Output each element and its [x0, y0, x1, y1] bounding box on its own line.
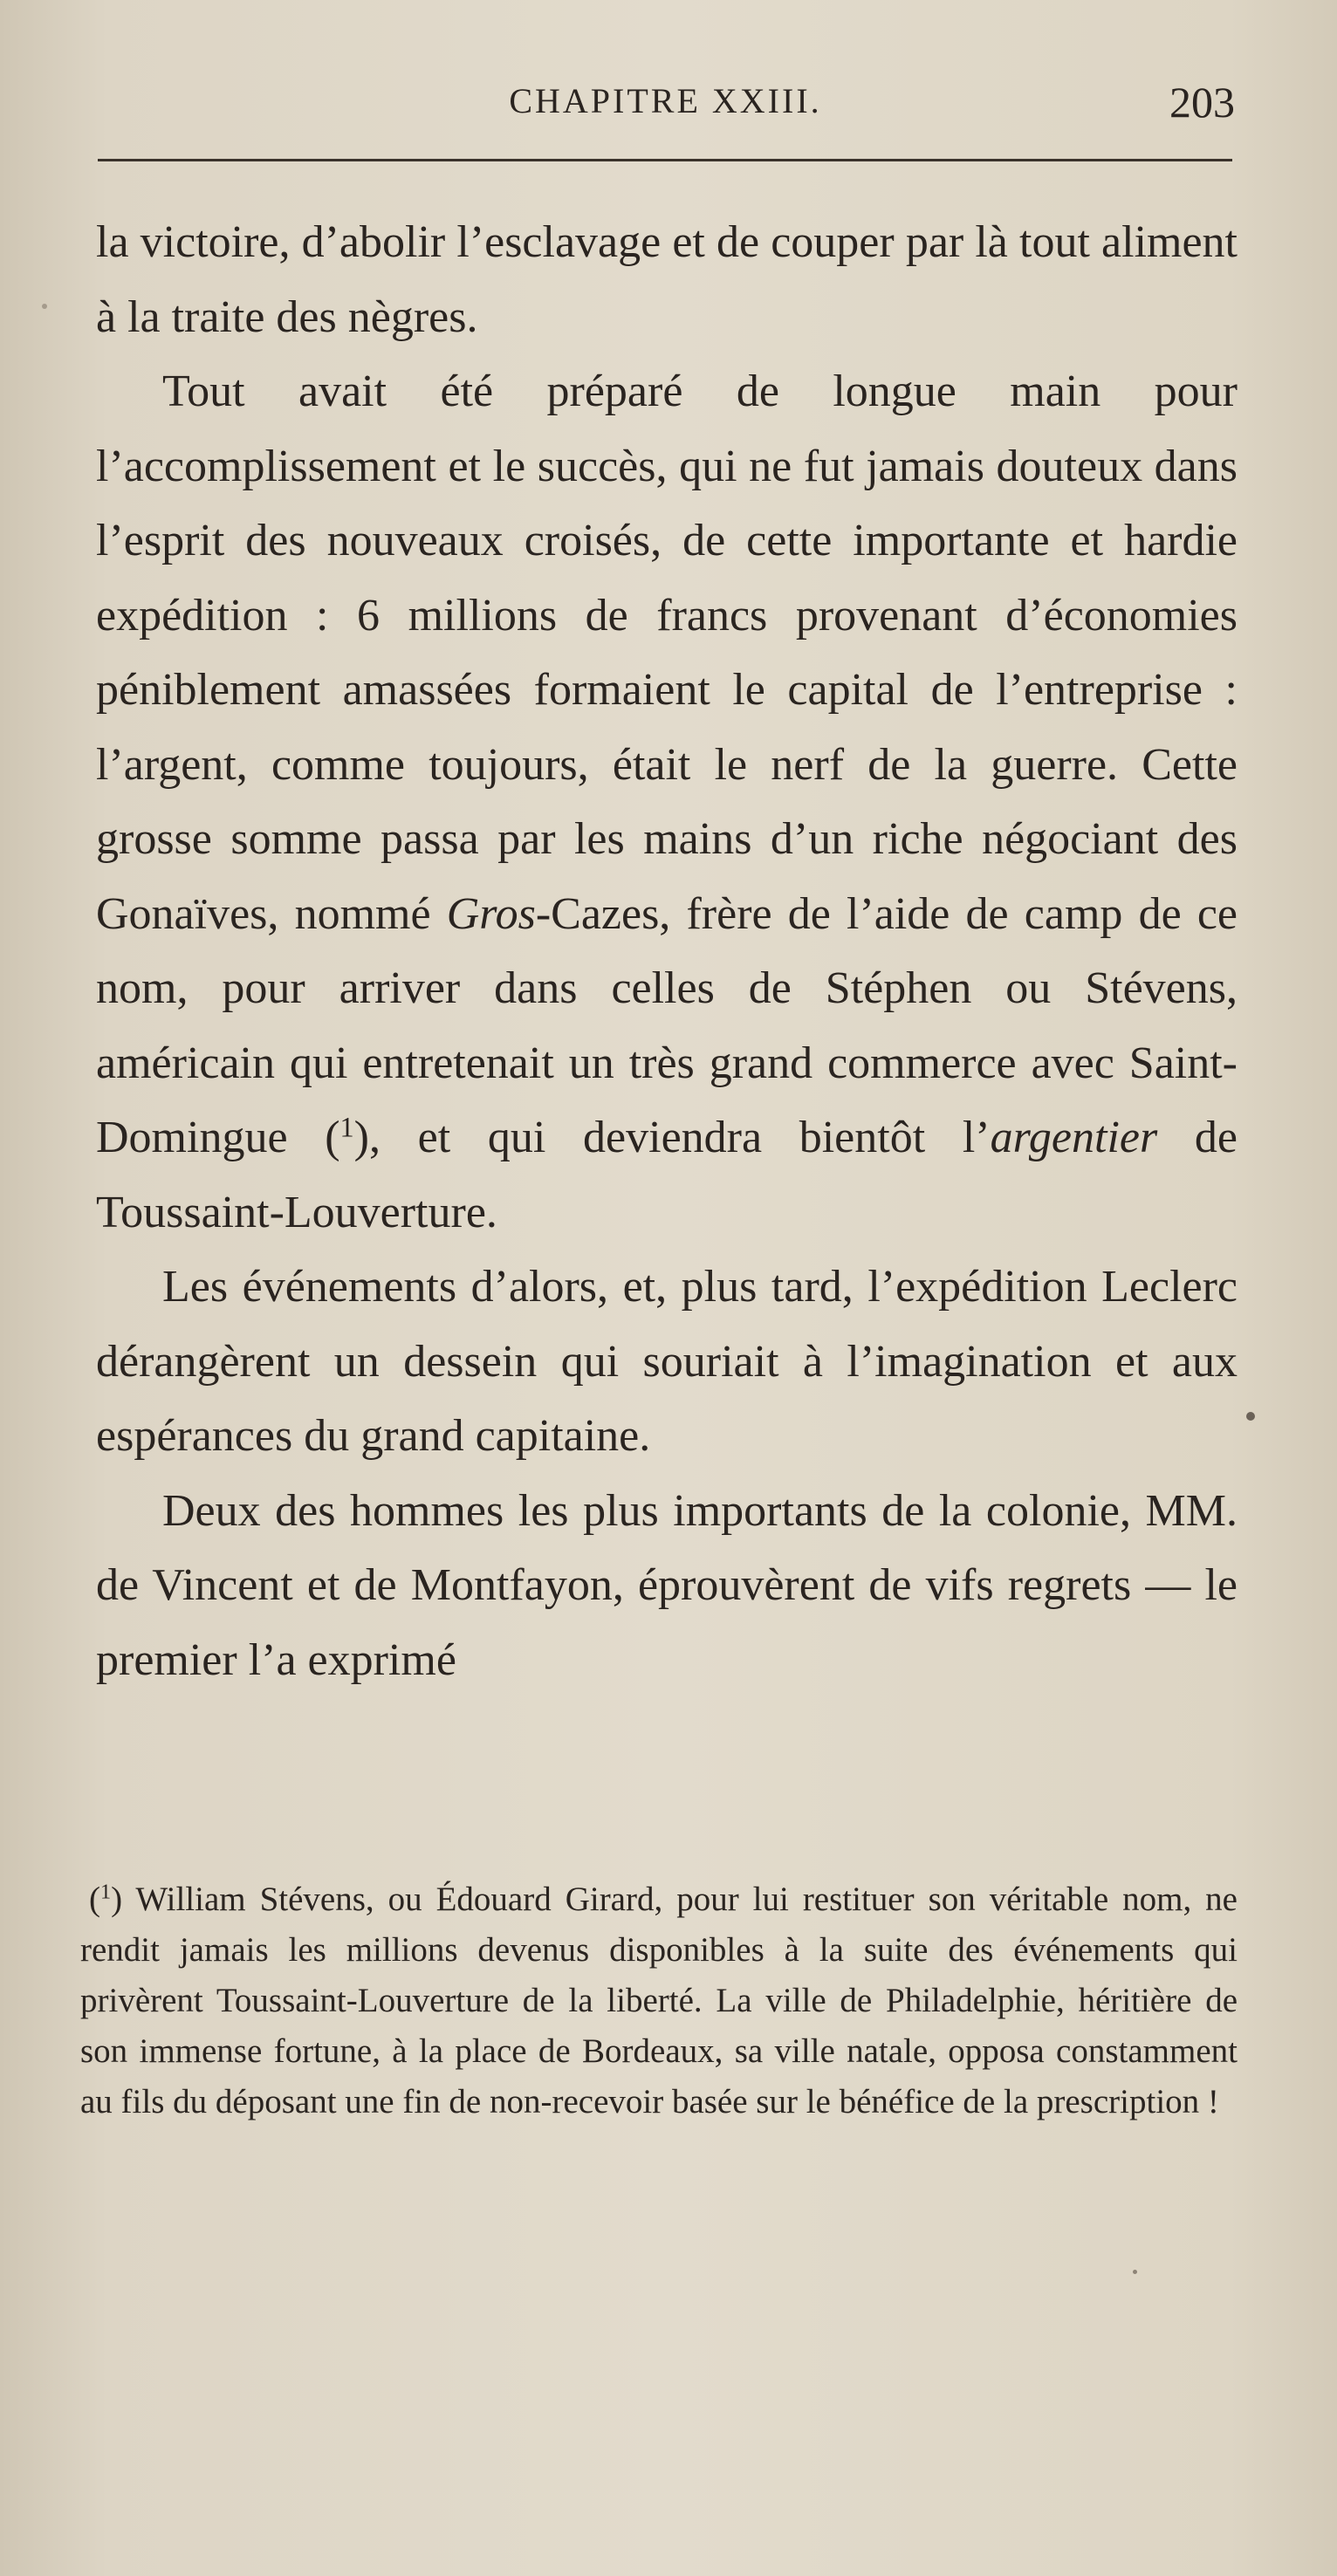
paragraph-4: Deux des hommes les plus importants de la colonie, MM. de Vincent et de Montfayon, éprouvèrent de vifs regrets — le premier l’a exprimé [96, 1485, 1238, 1685]
paragraph-2-text-a: Tout avait été préparé de longue main pour l’accomplissement et le succès, qui ne fut jamais douteux dans l’esprit des nouveaux croisés, de cette importante et hardie expédition : 6 millions de francs provenant d’économies péniblement amassées formaient le capital de l’entreprise : l’argent, comme toujours, était le nerf de la guerre. Cette grosse somme passa par les mains d’un riche négociant des Gonaïves, nommé [96, 367, 1238, 939]
chapter-title: CHAPITRE XXIII. [509, 81, 822, 120]
footnotes [80, 1874, 1238, 2127]
main-text [96, 205, 1238, 1697]
paper-speck [1246, 1412, 1255, 1421]
paragraph-1: la victoire, d’abolir l’esclavage et de couper par là tout aliment à la traite des nègres. [96, 217, 1238, 342]
paragraph-2-text-c: ), et qui deviendra bientôt l’ [353, 1113, 991, 1162]
footnote-open-paren: ( [89, 1881, 100, 1918]
page-number: 203 [1169, 78, 1235, 127]
footnote-marker: 1 [100, 1880, 112, 1904]
running-head [96, 80, 1235, 141]
header-rule [98, 159, 1232, 161]
paragraph-2-text-d: de Toussaint-Louverture. [96, 1113, 1238, 1237]
footnote-close-paren: ) [111, 1881, 123, 1918]
footnote-1 [80, 1874, 1238, 2127]
paragraph-2 [96, 354, 1238, 1250]
footnote-text: William Stévens, ou Édouard Girard, pour lui restituer son véritable nom, ne rendit jamais les millions devenus disponibles à la suite des événements qui privèrent Toussaint-Louverture de la liberté. La ville de Philadelphie, héritière de son immense fortune, à la place de Bordeaux, sa ville natale, opposa constamment au fils du déposant une fin de non-recevoir basée sur le bénéfice de la prescription ! [80, 1881, 1238, 2120]
paragraph-3: Les événements d’alors, et, plus tard, l’expédition Leclerc dérangèrent un dessein qui souriait à l’imagination et aux espérances du grand capitaine. [96, 1262, 1238, 1461]
footnote-reference: 1 [339, 1111, 354, 1143]
italic-argentier: argentier [990, 1113, 1158, 1162]
italic-gros: Gros [446, 888, 536, 939]
paper-speck [42, 304, 47, 309]
paper-speck [1133, 2270, 1137, 2274]
paragraph-2-text-b: -Cazes, frère de l’aide de camp de ce nom, pour arriver dans celles de Stéphen ou Stévens, américain qui entretenait un très grand commerce avec Saint-Domingue ( [96, 888, 1238, 1162]
